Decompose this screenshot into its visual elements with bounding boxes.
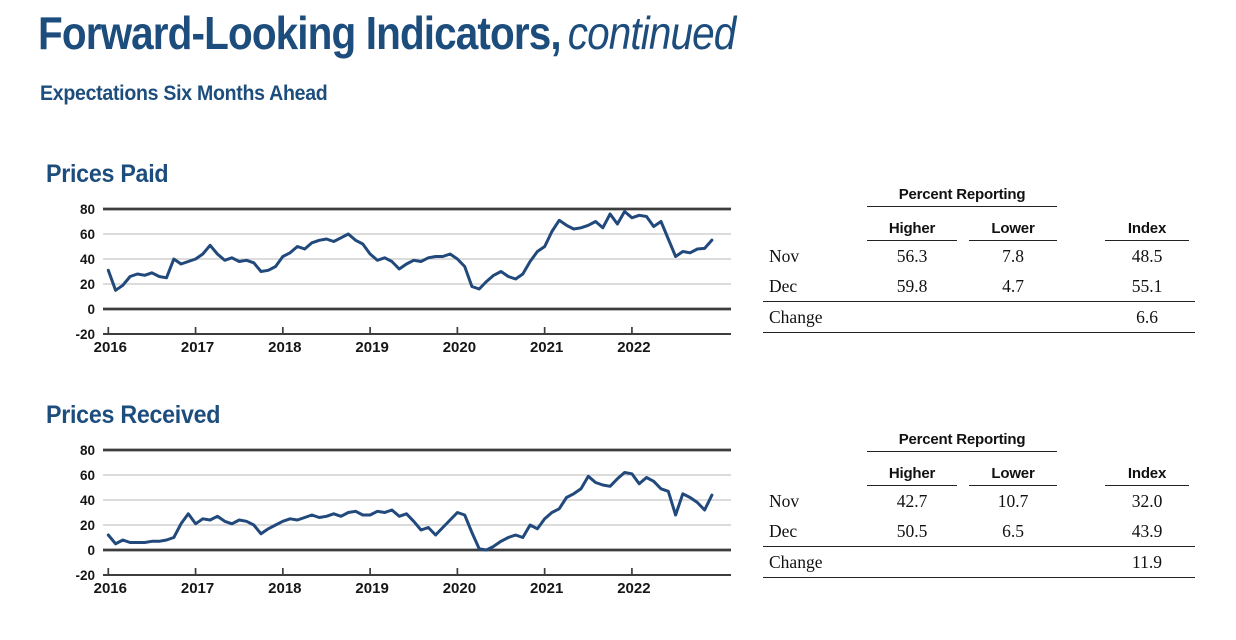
svg-text:2018: 2018: [268, 339, 302, 356]
percent-reporting-header: Percent Reporting: [867, 431, 1057, 452]
table-group-header-row: [763, 181, 1195, 207]
svg-text:80: 80: [79, 202, 95, 217]
index-value: 6.6: [1099, 302, 1195, 333]
svg-text:2019: 2019: [355, 580, 389, 597]
svg-text:2016: 2016: [93, 339, 127, 356]
svg-text:2021: 2021: [529, 580, 564, 597]
index-value: 43.9: [1099, 516, 1195, 547]
row-label: Change: [763, 547, 861, 578]
table-column-header-row: [763, 452, 1195, 486]
row-label: Dec: [763, 271, 861, 302]
page-title-emphasis: continued: [567, 7, 736, 59]
lower-value: 7.8: [1002, 245, 1024, 266]
index-value: 48.5: [1131, 245, 1163, 266]
index-value: 55.1: [1099, 271, 1195, 302]
svg-text:2021: 2021: [529, 339, 564, 356]
lower-value: 10.7: [997, 490, 1029, 511]
table-row-nov: [763, 486, 1195, 516]
svg-text:-20: -20: [75, 568, 95, 583]
row-label: Dec: [763, 516, 861, 547]
svg-text:60: 60: [79, 468, 95, 483]
table-row-dec: [763, 516, 1195, 547]
prices-paid-line-chart: [55, 195, 745, 363]
row-label: Nov: [769, 490, 800, 511]
chart-title-prices-received: Prices Received: [46, 401, 221, 429]
svg-text:2016: 2016: [93, 580, 127, 597]
svg-text:-20: -20: [75, 327, 95, 342]
col-header-index: Index: [1105, 465, 1189, 486]
svg-text:40: 40: [79, 252, 95, 267]
svg-text:2022: 2022: [617, 580, 651, 597]
row-label: Change: [763, 302, 861, 333]
svg-text:2022: 2022: [617, 339, 651, 356]
table-row-dec: [763, 271, 1195, 302]
chart-title-prices-paid: Prices Paid: [46, 160, 169, 188]
svg-text:60: 60: [79, 227, 95, 242]
col-header-higher: Higher: [867, 465, 957, 486]
lower-value: 6.5: [963, 516, 1063, 547]
higher-value: 50.5: [861, 516, 963, 547]
svg-text:2020: 2020: [442, 580, 477, 597]
index-value: 32.0: [1131, 490, 1163, 511]
table-column-header-row: [763, 207, 1195, 241]
higher-value: 59.8: [861, 271, 963, 302]
higher-value: 42.7: [896, 490, 928, 511]
col-header-index: Index: [1105, 220, 1189, 241]
svg-text:80: 80: [79, 443, 95, 458]
svg-text:20: 20: [79, 518, 95, 533]
row-label: Nov: [769, 245, 800, 266]
svg-text:0: 0: [87, 543, 95, 558]
higher-value: 56.3: [896, 245, 928, 266]
svg-text:2017: 2017: [180, 580, 215, 597]
page-title: [38, 6, 831, 60]
col-header-higher: Higher: [867, 220, 957, 241]
index-value: 11.9: [1099, 547, 1195, 578]
prices-paid-table: [763, 181, 1195, 333]
svg-text:2017: 2017: [180, 339, 215, 356]
svg-text:2019: 2019: [355, 339, 389, 356]
svg-text:40: 40: [79, 493, 95, 508]
percent-reporting-header: Percent Reporting: [867, 186, 1057, 207]
table-group-header-row: [763, 426, 1195, 452]
col-header-lower: Lower: [969, 220, 1057, 241]
table-row-change: [763, 547, 1195, 578]
svg-text:0: 0: [87, 302, 95, 317]
svg-text:20: 20: [79, 277, 95, 292]
col-header-lower: Lower: [969, 465, 1057, 486]
table-row-change: [763, 302, 1195, 333]
prices-received-line-chart: [55, 436, 745, 604]
svg-text:2018: 2018: [268, 580, 302, 597]
page-subtitle: Expectations Six Months Ahead: [40, 82, 328, 105]
page-title-main: Forward-Looking Indicators,: [38, 7, 561, 59]
svg-text:2020: 2020: [442, 339, 477, 356]
lower-value: 4.7: [963, 271, 1063, 302]
prices-received-table: [763, 426, 1195, 578]
table-row-nov: [763, 241, 1195, 271]
